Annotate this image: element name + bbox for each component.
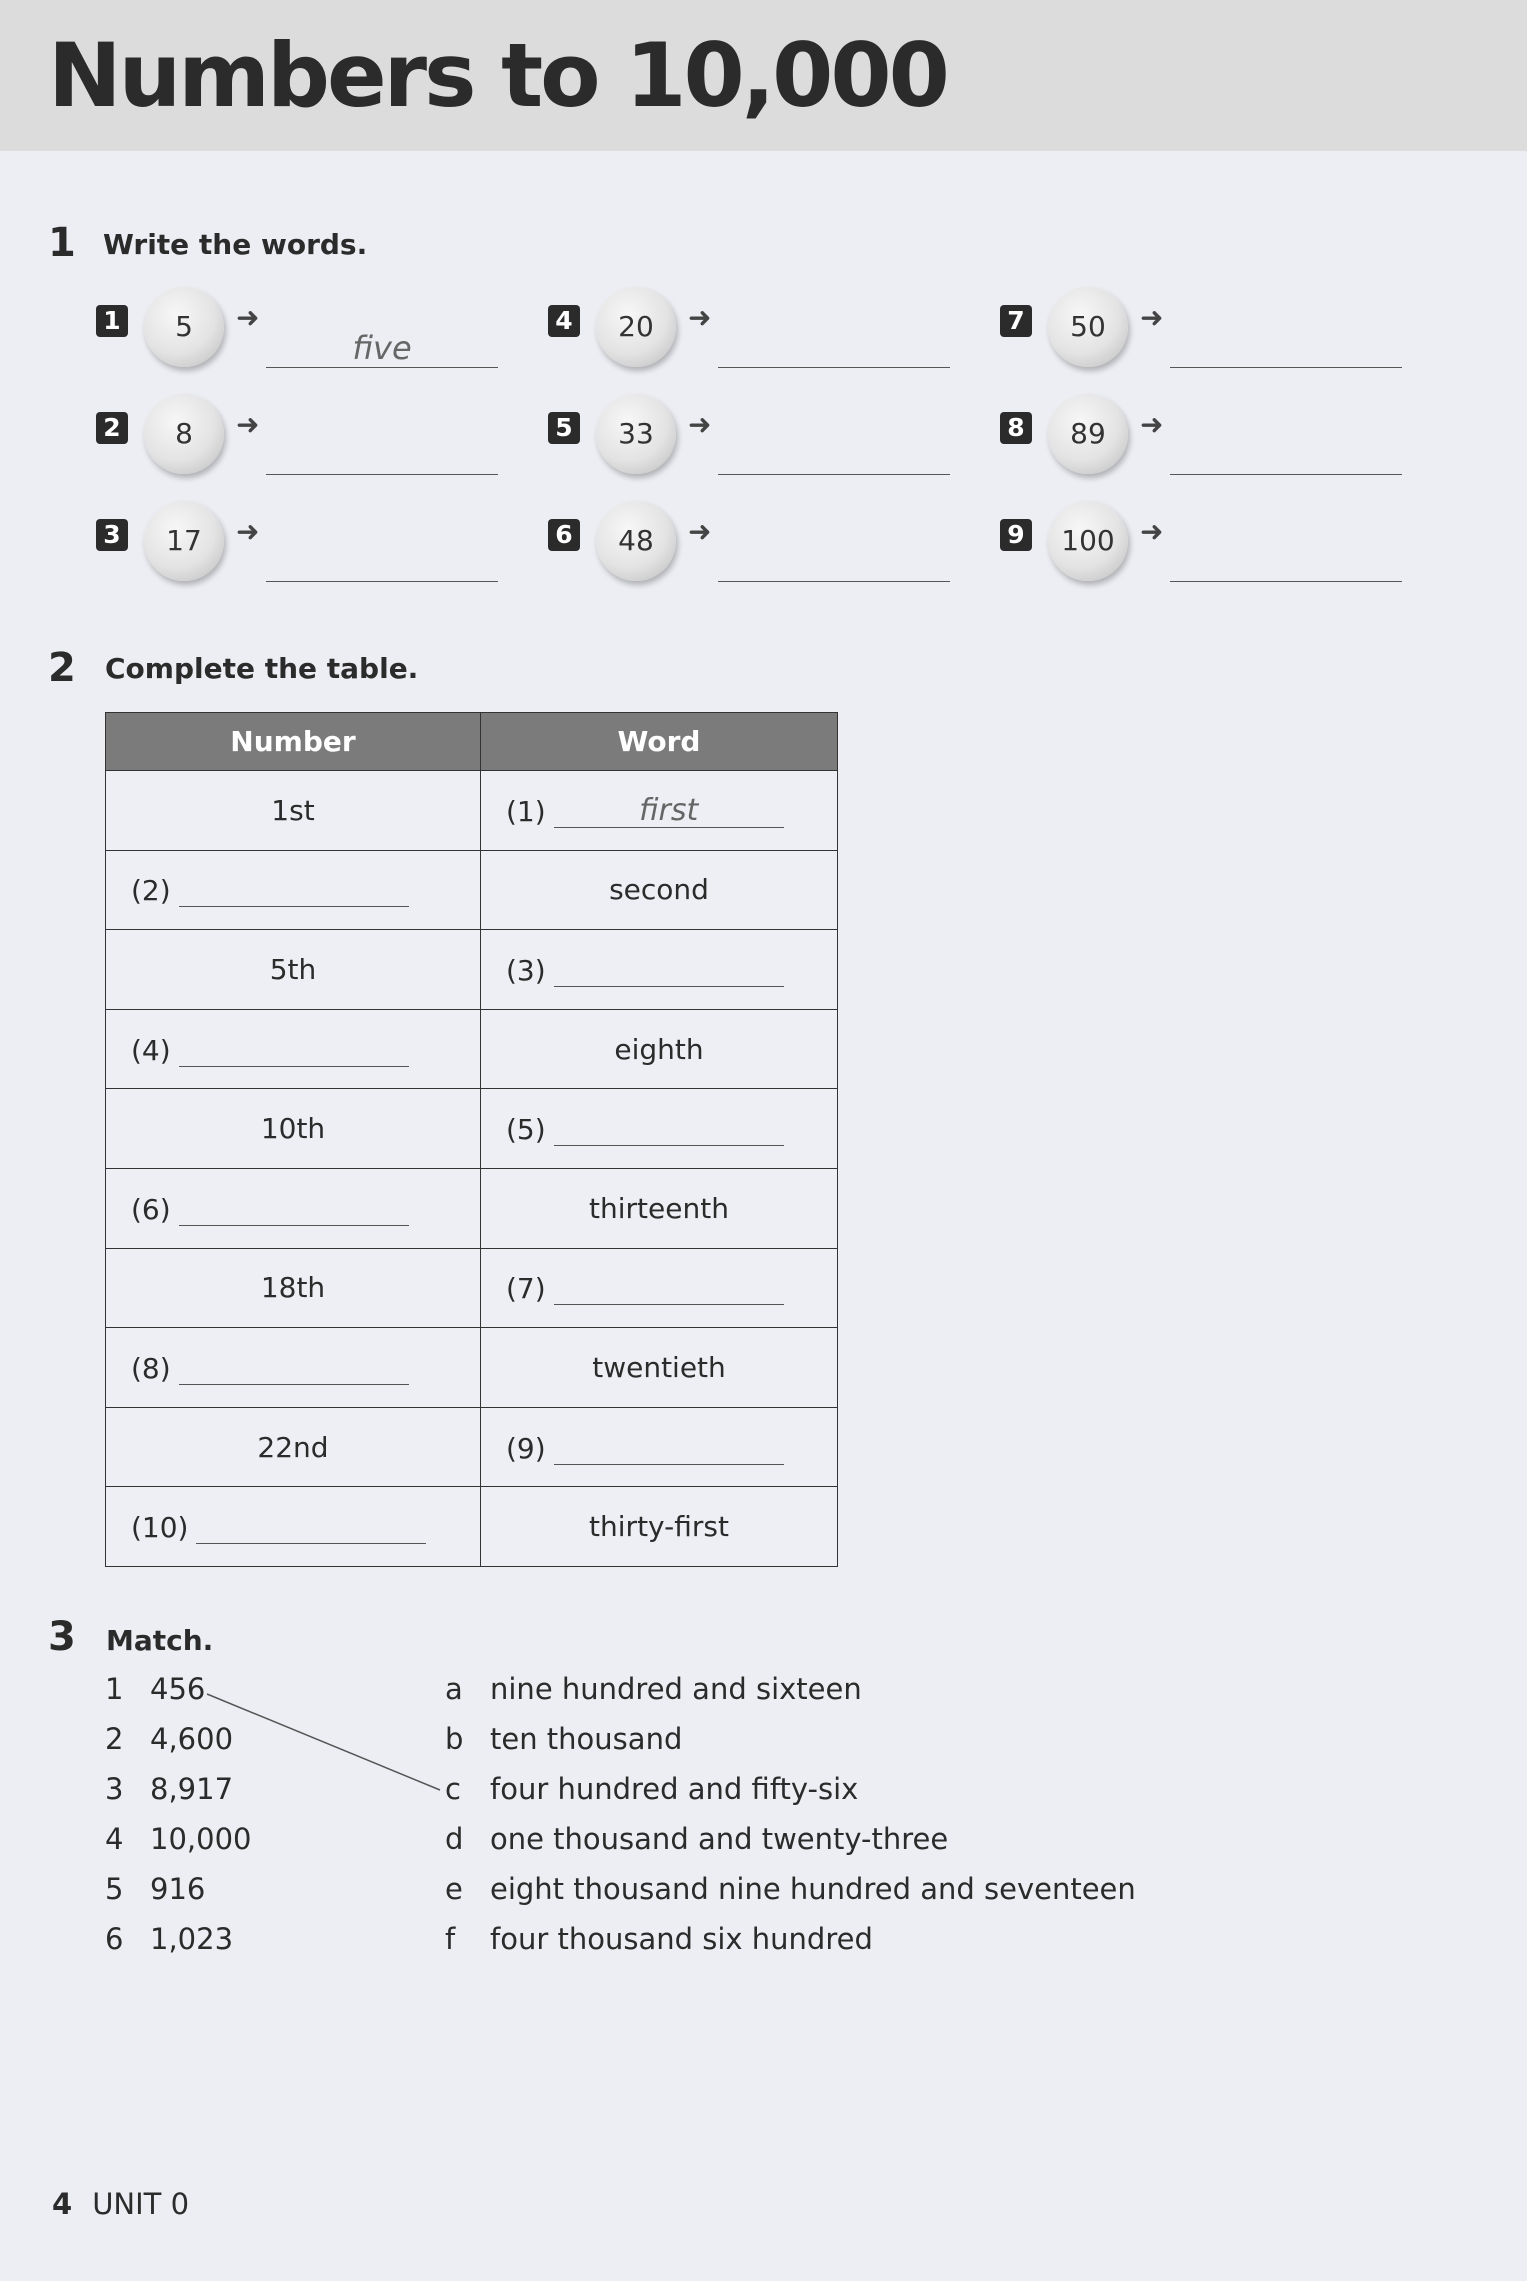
- answer-line[interactable]: [718, 327, 950, 368]
- number-circle: 20: [596, 287, 676, 367]
- item-number-badge: 7: [1000, 305, 1032, 337]
- blank-label: (5): [506, 1113, 546, 1147]
- number-cell: [106, 1328, 481, 1408]
- answer-blank[interactable]: first: [554, 793, 784, 828]
- page-header: [0, 0, 1527, 151]
- blank-label: (2): [131, 874, 171, 908]
- word-cell: [481, 1407, 838, 1487]
- table-row: [106, 1089, 838, 1169]
- number-cell: [106, 1009, 481, 1089]
- number-circle: 5: [144, 287, 224, 367]
- answer-line[interactable]: [266, 541, 498, 582]
- write-words-item: [96, 287, 516, 377]
- blank-label: (6): [131, 1192, 171, 1226]
- left-item-number: 3: [105, 1772, 124, 1806]
- item-number-badge: 9: [1000, 519, 1032, 551]
- arrow-right-icon: ➜: [1140, 301, 1164, 334]
- write-words-item: [548, 501, 968, 591]
- arrow-right-icon: ➜: [688, 408, 712, 441]
- left-item-number: 5: [105, 1872, 124, 1906]
- answer-line[interactable]: [1170, 434, 1402, 475]
- answer-blank[interactable]: [554, 952, 784, 987]
- number-circle: 89: [1048, 394, 1128, 474]
- item-number-badge: 5: [548, 412, 580, 444]
- answer-blank[interactable]: [179, 1032, 409, 1067]
- item-number-badge: 2: [96, 412, 128, 444]
- right-item-text[interactable]: eight thousand nine hundred and seventeen: [490, 1872, 1136, 1906]
- page-number: 4: [52, 2187, 73, 2221]
- blank-label: (3): [506, 953, 546, 987]
- page-footer: [52, 2187, 189, 2221]
- right-item-text[interactable]: one thousand and twenty-three: [490, 1822, 949, 1856]
- arrow-right-icon: ➜: [1140, 515, 1164, 548]
- page-title: Numbers to 10,000: [48, 24, 947, 127]
- answer-blank[interactable]: [554, 1111, 784, 1146]
- table-row: [106, 850, 838, 930]
- number-circle: 17: [144, 501, 224, 581]
- word-cell: twentieth: [481, 1328, 838, 1408]
- write-words-item: [1000, 501, 1420, 591]
- item-number-badge: 1: [96, 305, 128, 337]
- number-cell: 1st: [106, 771, 481, 851]
- section-2-number: 2: [48, 645, 76, 691]
- left-item-value[interactable]: 8,917: [150, 1772, 234, 1806]
- left-item-value[interactable]: 456: [150, 1672, 206, 1706]
- table-row: [106, 1009, 838, 1089]
- right-item-letter: d: [445, 1822, 464, 1856]
- left-item-number: 2: [105, 1722, 124, 1756]
- number-cell: [106, 1168, 481, 1248]
- item-number-badge: 3: [96, 519, 128, 551]
- arrow-right-icon: ➜: [688, 301, 712, 334]
- answer-line[interactable]: [718, 434, 950, 475]
- answer-blank[interactable]: [179, 872, 409, 907]
- number-cell: 22nd: [106, 1407, 481, 1487]
- unit-label: UNIT 0: [92, 2187, 190, 2221]
- answer-line[interactable]: [1170, 541, 1402, 582]
- left-item-number: 1: [105, 1672, 124, 1706]
- left-item-number: 4: [105, 1822, 124, 1856]
- blank-label: (8): [131, 1351, 171, 1385]
- ordinal-table: [105, 712, 838, 1567]
- right-item-letter: e: [445, 1872, 463, 1906]
- arrow-right-icon: ➜: [1140, 408, 1164, 441]
- word-cell: [481, 1248, 838, 1328]
- blank-label: (7): [506, 1272, 546, 1306]
- answer-blank[interactable]: [179, 1191, 409, 1226]
- table-row: [106, 1487, 838, 1567]
- answer-blank[interactable]: [179, 1350, 409, 1385]
- word-cell: [481, 930, 838, 1010]
- word-cell: eighth: [481, 1009, 838, 1089]
- section-3-number: 3: [48, 1614, 76, 1660]
- number-cell: 18th: [106, 1248, 481, 1328]
- item-number-badge: 4: [548, 305, 580, 337]
- arrow-right-icon: ➜: [236, 515, 260, 548]
- number-circle: 8: [144, 394, 224, 474]
- section-1-instruction: Write the words.: [103, 228, 368, 261]
- blank-label: (9): [506, 1431, 546, 1465]
- number-cell: 5th: [106, 930, 481, 1010]
- table-row: [106, 1407, 838, 1487]
- number-circle: 33: [596, 394, 676, 474]
- word-cell: second: [481, 850, 838, 930]
- right-item-text[interactable]: four hundred and fifty-six: [490, 1772, 859, 1806]
- item-number-badge: 8: [1000, 412, 1032, 444]
- answer-line[interactable]: five: [266, 327, 498, 368]
- left-item-value[interactable]: 10,000: [150, 1822, 252, 1856]
- answer-line[interactable]: [266, 434, 498, 475]
- number-cell: [106, 850, 481, 930]
- left-item-value[interactable]: 916: [150, 1872, 206, 1906]
- word-cell: thirty-first: [481, 1487, 838, 1567]
- column-header-word: Word: [481, 713, 838, 771]
- section-1-number: 1: [48, 220, 76, 266]
- answer-blank[interactable]: [554, 1430, 784, 1465]
- number-circle: 100: [1048, 501, 1128, 581]
- section-3-instruction: Match.: [106, 1624, 214, 1657]
- word-cell: [481, 1089, 838, 1169]
- right-item-letter: a: [445, 1672, 463, 1706]
- answer-blank[interactable]: [554, 1270, 784, 1305]
- write-words-item: [96, 501, 516, 591]
- arrow-right-icon: ➜: [236, 408, 260, 441]
- table-row: [106, 1328, 838, 1408]
- right-item-letter: b: [445, 1722, 464, 1756]
- number-circle: 50: [1048, 287, 1128, 367]
- write-words-item: [1000, 394, 1420, 484]
- right-item-letter: f: [445, 1922, 456, 1956]
- answer-line[interactable]: [1170, 327, 1402, 368]
- table-row: [106, 1248, 838, 1328]
- word-cell: [481, 771, 838, 851]
- table-row: [106, 771, 838, 851]
- write-words-item: [96, 394, 516, 484]
- arrow-right-icon: ➜: [236, 301, 260, 334]
- write-words-item: [548, 287, 968, 377]
- answer-blank[interactable]: [196, 1509, 426, 1544]
- item-number-badge: 6: [548, 519, 580, 551]
- left-item-value[interactable]: 4,600: [150, 1722, 234, 1756]
- number-cell: 10th: [106, 1089, 481, 1169]
- number-circle: 48: [596, 501, 676, 581]
- left-item-number: 6: [105, 1922, 124, 1956]
- word-cell: thirteenth: [481, 1168, 838, 1248]
- blank-label: (10): [131, 1511, 189, 1545]
- answer-line[interactable]: [718, 541, 950, 582]
- arrow-right-icon: ➜: [688, 515, 712, 548]
- right-item-text[interactable]: four thousand six hundred: [490, 1922, 873, 1956]
- write-words-item: [1000, 287, 1420, 377]
- column-header-number: Number: [106, 713, 481, 771]
- table-row: [106, 1168, 838, 1248]
- left-item-value[interactable]: 1,023: [150, 1922, 234, 1956]
- right-item-text[interactable]: nine hundred and sixteen: [490, 1672, 862, 1706]
- number-cell: [106, 1487, 481, 1567]
- blank-label: (4): [131, 1033, 171, 1067]
- blank-label: (1): [506, 794, 546, 828]
- right-item-letter: c: [445, 1772, 461, 1806]
- right-item-text[interactable]: ten thousand: [490, 1722, 683, 1756]
- table-header-row: [106, 713, 838, 771]
- table-row: [106, 930, 838, 1010]
- write-words-item: [548, 394, 968, 484]
- section-2-instruction: Complete the table.: [105, 652, 419, 685]
